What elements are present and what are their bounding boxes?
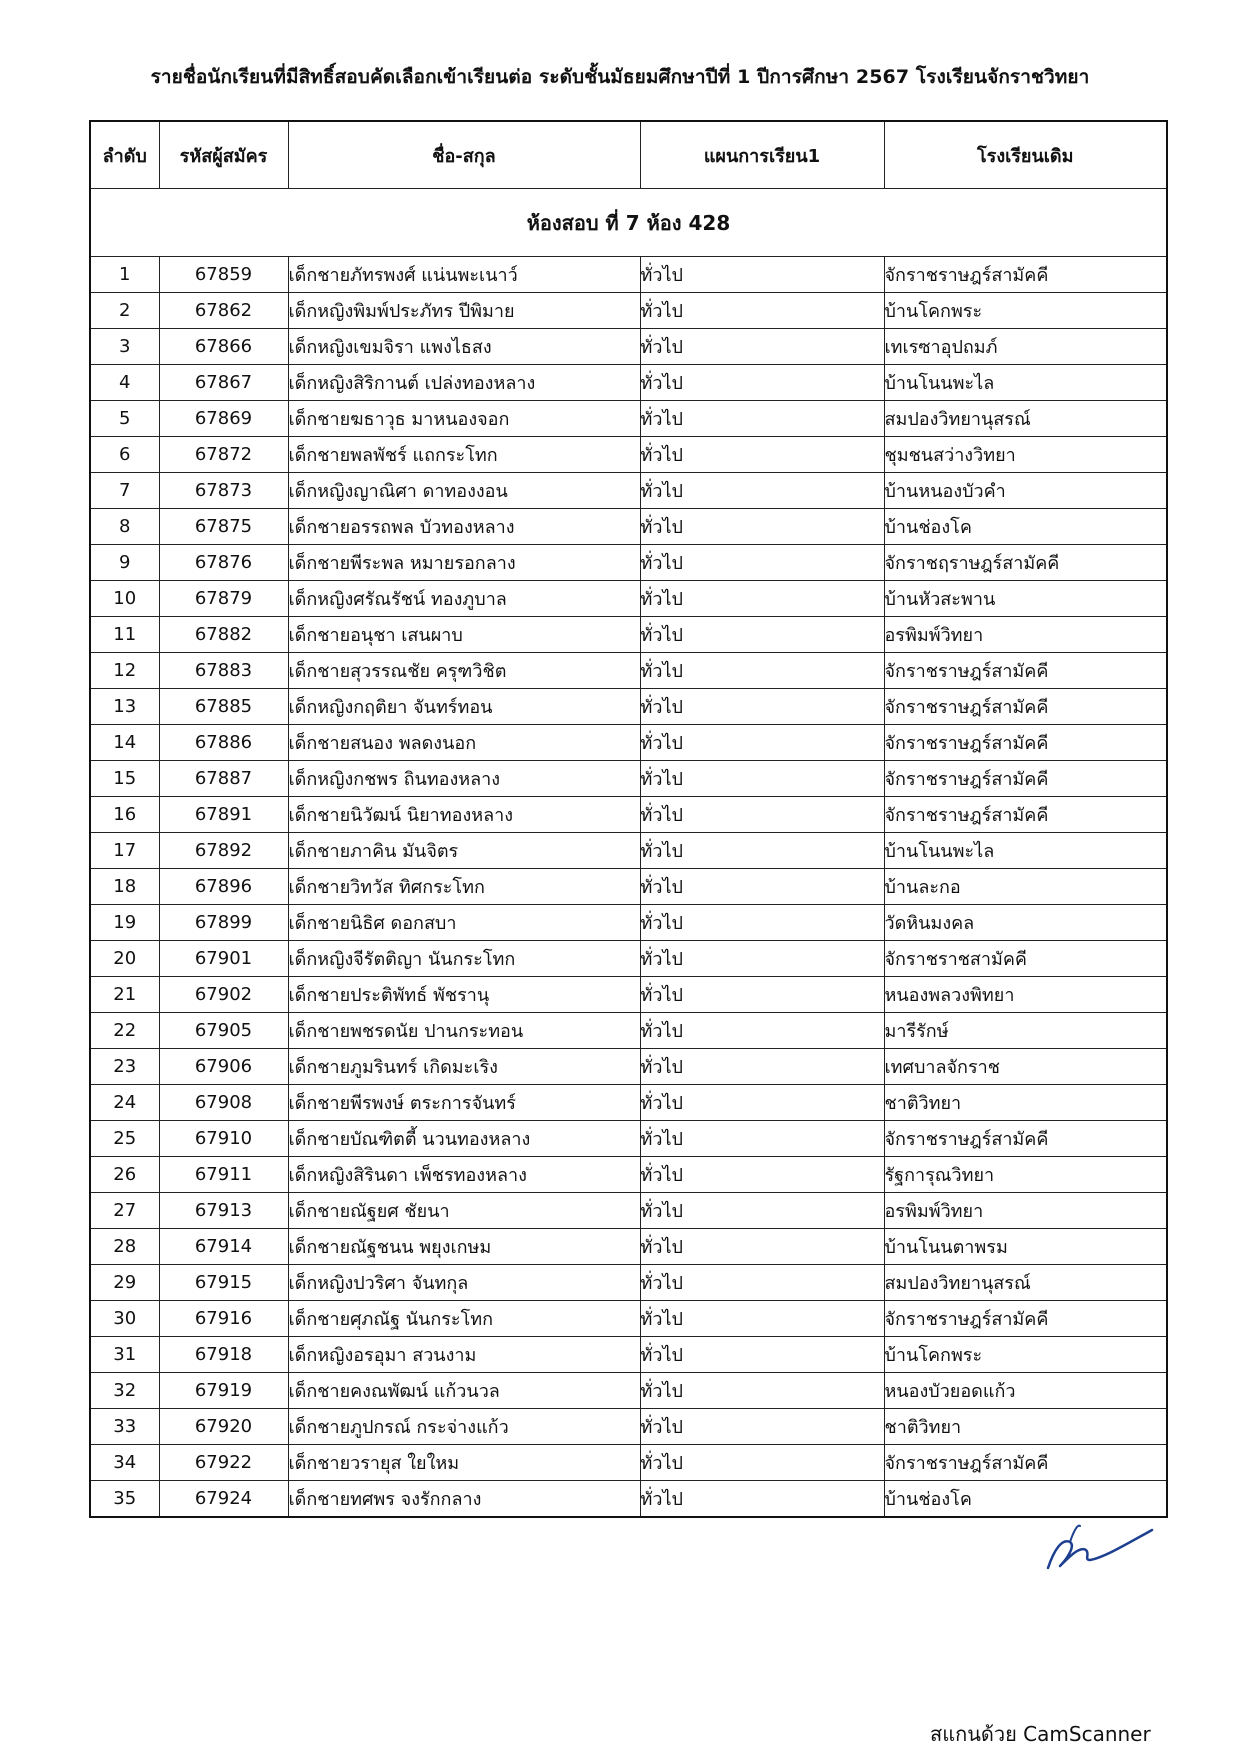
table-row [90,473,1167,509]
row-number: 28 [90,1229,159,1265]
study-plan: ทั่วไป [640,1481,884,1518]
row-number: 23 [90,1049,159,1085]
row-number: 34 [90,1445,159,1481]
table-row [90,725,1167,761]
table-row [90,689,1167,725]
applicant-id: 67901 [159,941,288,977]
previous-school: บ้านช่องโค [884,509,1167,545]
camscanner-watermark: สแกนด้วย CamScanner [930,1722,1151,1746]
previous-school: บ้านโคกพระ [884,293,1167,329]
previous-school: บ้านโนนพะไล [884,833,1167,869]
student-name: เด็กหญิงปวริศา จันทกุล [288,1265,640,1301]
row-number: 12 [90,653,159,689]
study-plan: ทั่วไป [640,509,884,545]
previous-school: เทเรซาอุปถมภ์ [884,329,1167,365]
student-name: เด็กหญิงศรัณรัชน์ ทองภูบาล [288,581,640,617]
row-number: 16 [90,797,159,833]
previous-school: บ้านช่องโค [884,1481,1167,1518]
applicant-id: 67899 [159,905,288,941]
signature-mark [1040,1490,1160,1580]
table-row [90,1337,1167,1373]
study-plan: ทั่วไป [640,473,884,509]
previous-school: บ้านโนนตาพรม [884,1229,1167,1265]
row-number: 22 [90,1013,159,1049]
previous-school: บ้านละกอ [884,869,1167,905]
table-row [90,1481,1167,1518]
row-number: 20 [90,941,159,977]
row-number: 8 [90,509,159,545]
previous-school: ชาติวิทยา [884,1409,1167,1445]
student-name: เด็กชายอรรถพล บัวทองหลาง [288,509,640,545]
table-row [90,545,1167,581]
student-name: เด็กชายภูมรินทร์ เกิดมะเริง [288,1049,640,1085]
column-header-no: ลำดับ [90,121,159,189]
student-name: เด็กหญิงสิรินดา เพ็ชรทองหลาง [288,1157,640,1193]
student-name: เด็กหญิงเขมจิรา แพงไธสง [288,329,640,365]
applicant-id: 67908 [159,1085,288,1121]
study-plan: ทั่วไป [640,1085,884,1121]
previous-school: ชุมชนสว่างวิทยา [884,437,1167,473]
applicant-id: 67883 [159,653,288,689]
applicant-id: 67919 [159,1373,288,1409]
row-number: 2 [90,293,159,329]
student-name: เด็กชายวิทวัส ทิศกระโทก [288,869,640,905]
previous-school: จักราชฤราษฎร์สามัคคี [884,545,1167,581]
column-header-applicant-id: รหัสผู้สมัคร [159,121,288,189]
applicant-id: 67885 [159,689,288,725]
table-body [90,257,1167,1518]
student-name: เด็กชายอนุชา เสนผาบ [288,617,640,653]
row-number: 26 [90,1157,159,1193]
student-name: เด็กหญิงสิริกานต์ เปล่งทองหลาง [288,365,640,401]
row-number: 25 [90,1121,159,1157]
study-plan: ทั่วไป [640,581,884,617]
applicant-id: 67887 [159,761,288,797]
student-name: เด็กชายพลพัชร์ แถกระโทก [288,437,640,473]
table-row [90,1373,1167,1409]
table-row [90,977,1167,1013]
student-name: เด็กชายณัฐชนน พยุงเกษม [288,1229,640,1265]
study-plan: ทั่วไป [640,725,884,761]
row-number: 6 [90,437,159,473]
previous-school: บ้านโนนพะไล [884,365,1167,401]
table-row [90,869,1167,905]
row-number: 17 [90,833,159,869]
student-roster-table [89,120,1168,1518]
study-plan: ทั่วไป [640,869,884,905]
row-number: 10 [90,581,159,617]
table-row [90,329,1167,365]
previous-school: จักราชราษฎร์สามัคคี [884,689,1167,725]
student-name: เด็กชายวรายุส ใยใหม [288,1445,640,1481]
study-plan: ทั่วไป [640,437,884,473]
row-number: 31 [90,1337,159,1373]
row-number: 18 [90,869,159,905]
table-row [90,833,1167,869]
student-name: เด็กชายพีระพล หมายรอกลาง [288,545,640,581]
study-plan: ทั่วไป [640,1337,884,1373]
study-plan: ทั่วไป [640,1193,884,1229]
study-plan: ทั่วไป [640,1445,884,1481]
study-plan: ทั่วไป [640,977,884,1013]
applicant-id: 67905 [159,1013,288,1049]
applicant-id: 67911 [159,1157,288,1193]
applicant-id: 67914 [159,1229,288,1265]
study-plan: ทั่วไป [640,761,884,797]
applicant-id: 67875 [159,509,288,545]
column-header-name: ชื่อ-สกุล [288,121,640,189]
row-number: 4 [90,365,159,401]
row-number: 15 [90,761,159,797]
previous-school: วัดหินมงคล [884,905,1167,941]
student-name: เด็กชายภูปกรณ์ กระจ่างแก้ว [288,1409,640,1445]
applicant-id: 67867 [159,365,288,401]
student-name: เด็กชายทศพร จงรักกลาง [288,1481,640,1518]
applicant-id: 67902 [159,977,288,1013]
previous-school: อรพิมพ์วิทยา [884,617,1167,653]
previous-school: จักราชราชสามัคคี [884,941,1167,977]
previous-school: ชาติวิทยา [884,1085,1167,1121]
row-number: 32 [90,1373,159,1409]
previous-school: จักราชราษฎร์สามัคคี [884,797,1167,833]
applicant-id: 67859 [159,257,288,293]
study-plan: ทั่วไป [640,365,884,401]
table-row [90,365,1167,401]
table-header [90,121,1167,189]
applicant-id: 67879 [159,581,288,617]
applicant-id: 67896 [159,869,288,905]
student-name: เด็กชายฆธาวุธ มาหนองจอก [288,401,640,437]
previous-school: มารีรักษ์ [884,1013,1167,1049]
previous-school: จักราชราษฎร์สามัคคี [884,653,1167,689]
row-number: 19 [90,905,159,941]
student-name: เด็กหญิงจีรัตติญา นันกระโทก [288,941,640,977]
previous-school: หนองพลวงพิทยา [884,977,1167,1013]
table-row [90,1193,1167,1229]
applicant-id: 67915 [159,1265,288,1301]
student-name: เด็กชายภาคิน มันจิตร [288,833,640,869]
student-name: เด็กชายพีรพงษ์ ตระการจันทร์ [288,1085,640,1121]
student-name: เด็กหญิงกชพร ถินทองหลาง [288,761,640,797]
student-name: เด็กหญิงญาณิศา ดาทองงอน [288,473,640,509]
table-row [90,761,1167,797]
row-number: 11 [90,617,159,653]
student-name: เด็กชายนิวัฒน์ นิยาทองหลาง [288,797,640,833]
previous-school: จักราชราษฎร์สามัคคี [884,1121,1167,1157]
applicant-id: 67876 [159,545,288,581]
row-number: 5 [90,401,159,437]
previous-school: เทศบาลจักราช [884,1049,1167,1085]
applicant-id: 67916 [159,1301,288,1337]
previous-school: สมปองวิทยานุสรณ์ [884,1265,1167,1301]
previous-school: สมปองวิทยานุสรณ์ [884,401,1167,437]
applicant-id: 67922 [159,1445,288,1481]
student-name: เด็กหญิงพิมพ์ประภัทร ปีพิมาย [288,293,640,329]
study-plan: ทั่วไป [640,1121,884,1157]
applicant-id: 67920 [159,1409,288,1445]
row-number: 7 [90,473,159,509]
previous-school: บ้านหนองบัวคำ [884,473,1167,509]
study-plan: ทั่วไป [640,1013,884,1049]
table-row [90,293,1167,329]
table-row [90,941,1167,977]
applicant-id: 67906 [159,1049,288,1085]
row-number: 9 [90,545,159,581]
study-plan: ทั่วไป [640,1049,884,1085]
student-name: เด็กชายคงณพัฒน์ แก้วนวล [288,1373,640,1409]
study-plan: ทั่วไป [640,797,884,833]
applicant-id: 67886 [159,725,288,761]
table-row [90,1157,1167,1193]
page-title: รายชื่อนักเรียนที่มีสิทธิ์สอบคัดเลือกเข้าเรียนต่อ ระดับชั้นมัธยมศึกษาปีที่ 1 ปีการศึกษา 2567 โรงเรียนจักราชวิทยา [150,66,1090,88]
previous-school: จักราชราษฎร์สามัคคี [884,257,1167,293]
row-number: 30 [90,1301,159,1337]
row-number: 27 [90,1193,159,1229]
table-row [90,437,1167,473]
study-plan: ทั่วไป [640,905,884,941]
study-plan: ทั่วไป [640,401,884,437]
table-row [90,653,1167,689]
previous-school: จักราชราษฎร์สามัคคี [884,761,1167,797]
row-number: 24 [90,1085,159,1121]
row-number: 1 [90,257,159,293]
study-plan: ทั่วไป [640,1265,884,1301]
table-row [90,401,1167,437]
study-plan: ทั่วไป [640,293,884,329]
table-row [90,797,1167,833]
study-plan: ทั่วไป [640,1157,884,1193]
applicant-id: 67866 [159,329,288,365]
previous-school: รัฐการุณวิทยา [884,1157,1167,1193]
student-name: เด็กหญิงกฤติยา จันทร์ทอน [288,689,640,725]
student-name: เด็กชายศุภณัฐ นันกระโทก [288,1301,640,1337]
previous-school: จักราชราษฎร์สามัคคี [884,725,1167,761]
student-name: เด็กชายประติพัทธ์ พัชรานุ [288,977,640,1013]
applicant-id: 67891 [159,797,288,833]
table-row [90,617,1167,653]
applicant-id: 67924 [159,1481,288,1518]
column-header-school: โรงเรียนเดิม [884,121,1167,189]
applicant-id: 67882 [159,617,288,653]
applicant-id: 67869 [159,401,288,437]
student-name: เด็กชายนิธิศ ดอกสบา [288,905,640,941]
student-name: เด็กชายสุวรรณชัย ครุฑวิชิต [288,653,640,689]
table-row [90,1265,1167,1301]
applicant-id: 67910 [159,1121,288,1157]
table-row [90,509,1167,545]
previous-school: บ้านโคกพระ [884,1337,1167,1373]
study-plan: ทั่วไป [640,833,884,869]
study-plan: ทั่วไป [640,1373,884,1409]
student-name: เด็กชายสนอง พลดงนอก [288,725,640,761]
table-row [90,1049,1167,1085]
student-name: เด็กชายภัทรพงศ์ แน่นพะเนาว์ [288,257,640,293]
room-section [90,189,1167,257]
applicant-id: 67892 [159,833,288,869]
table-row [90,581,1167,617]
study-plan: ทั่วไป [640,545,884,581]
row-number: 33 [90,1409,159,1445]
applicant-id: 67872 [159,437,288,473]
previous-school: บ้านหัวสะพาน [884,581,1167,617]
student-name: เด็กชายณัฐยศ ชัยนา [288,1193,640,1229]
previous-school: จักราชราษฎร์สามัคคี [884,1301,1167,1337]
study-plan: ทั่วไป [640,941,884,977]
table-row [90,1013,1167,1049]
table-row [90,1445,1167,1481]
row-number: 29 [90,1265,159,1301]
row-number: 3 [90,329,159,365]
study-plan: ทั่วไป [640,329,884,365]
table-row [90,1085,1167,1121]
table-row [90,1121,1167,1157]
study-plan: ทั่วไป [640,1301,884,1337]
row-number: 21 [90,977,159,1013]
applicant-id: 67913 [159,1193,288,1229]
applicant-id: 67862 [159,293,288,329]
column-header-plan: แผนการเรียน1 [640,121,884,189]
row-number: 14 [90,725,159,761]
table-row [90,905,1167,941]
table-row [90,257,1167,293]
previous-school: หนองบัวยอดแก้ว [884,1373,1167,1409]
student-name: เด็กหญิงอรอุมา สวนงาม [288,1337,640,1373]
applicant-id: 67918 [159,1337,288,1373]
row-number: 13 [90,689,159,725]
exam-room-label: ห้องสอบ ที่ 7 ห้อง 428 [90,189,1167,257]
table-row [90,1229,1167,1265]
applicant-id: 67873 [159,473,288,509]
table-row [90,1301,1167,1337]
study-plan: ทั่วไป [640,1229,884,1265]
student-name: เด็กชายพชรดนัย ปานกระทอน [288,1013,640,1049]
study-plan: ทั่วไป [640,689,884,725]
student-name: เด็กชายบัณฑิตตี้ นวนทองหลาง [288,1121,640,1157]
study-plan: ทั่วไป [640,257,884,293]
table-row [90,1409,1167,1445]
study-plan: ทั่วไป [640,653,884,689]
study-plan: ทั่วไป [640,1409,884,1445]
previous-school: จักราชราษฎร์สามัคคี [884,1445,1167,1481]
study-plan: ทั่วไป [640,617,884,653]
previous-school: อรพิมพ์วิทยา [884,1193,1167,1229]
row-number: 35 [90,1481,159,1518]
